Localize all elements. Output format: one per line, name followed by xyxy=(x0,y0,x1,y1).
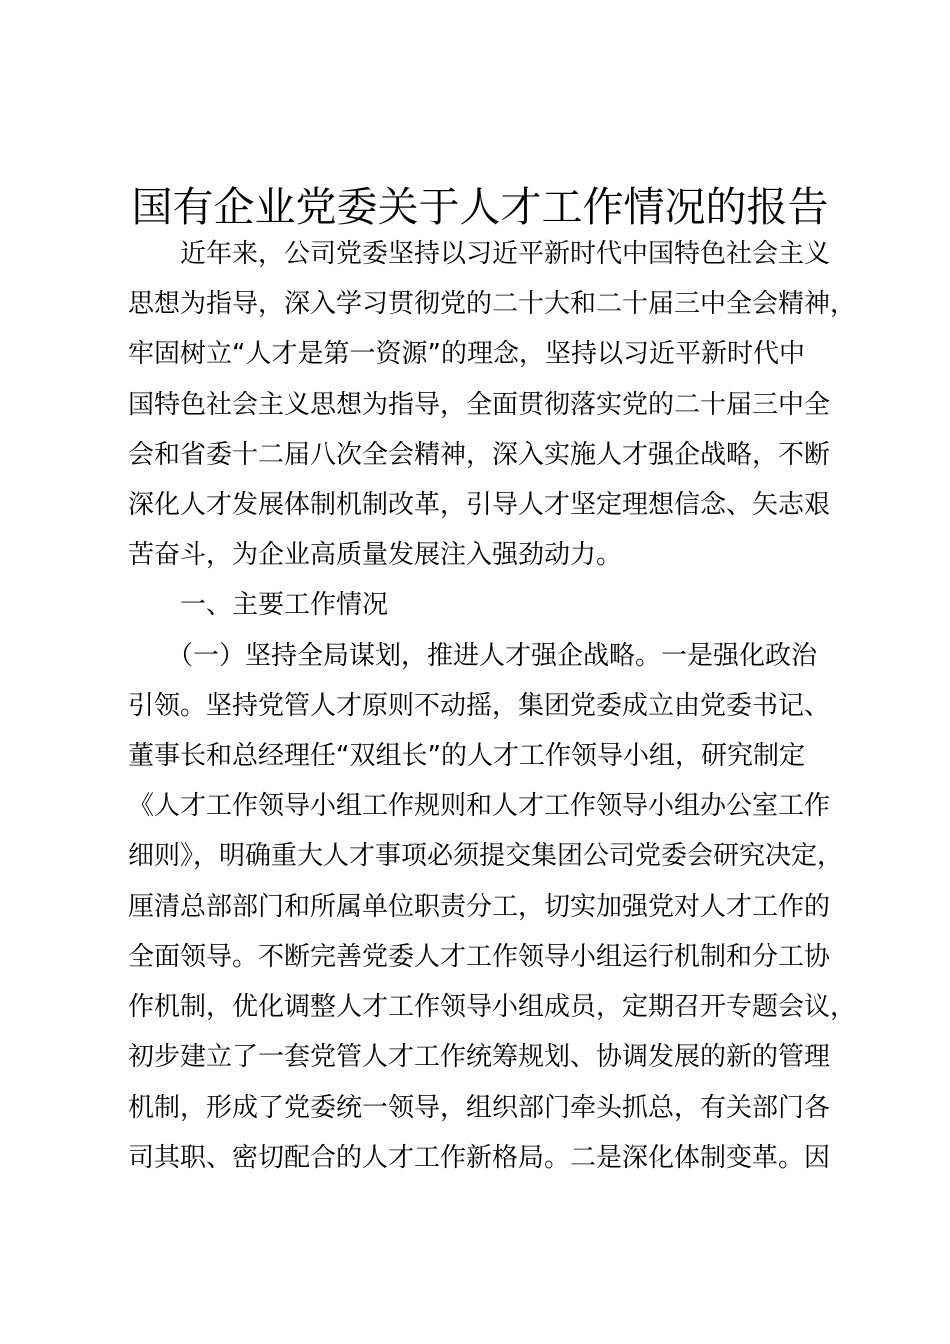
paragraph-line: 牢固树立“人才是第一资源”的理念，坚持以习近平新时代中 xyxy=(128,339,805,369)
paragraph-line: （一）坚持全局谋划，推进人才强企战略。一是强化政治 xyxy=(128,641,818,671)
paragraph-line: 作机制，优化调整人才工作领导小组成员，定期召开专题会议， xyxy=(128,992,857,1022)
paragraph-line: 国特色社会主义思想为指导，全面贯彻落实党的二十届三中全 xyxy=(128,390,831,420)
paragraph-line: 机制，形成了党委统一领导，组织部门牵头抓总，有关部门各 xyxy=(128,1093,831,1123)
document-title: 国有企业党委关于人才工作情况的报告 xyxy=(131,183,829,231)
paragraph-line: 《人才工作领导小组工作规则和人才工作领导小组办公室工作 xyxy=(128,791,831,821)
paragraph-line: 初步建立了一套党管人才工作统筹规划、协调发展的新的管理 xyxy=(128,1042,831,1072)
paragraph-line: 苦奋斗，为企业高质量发展注入强劲动力。 xyxy=(128,540,623,570)
paragraph-line: 引领。坚持党管人才原则不动摇，集团党委成立由党委书记、 xyxy=(128,691,831,721)
paragraph-line: 全面领导。不断完善党委人才工作领导小组运行机制和分工协 xyxy=(128,942,831,972)
paragraph-line: 董事长和总经理任“双组长”的人才工作领导小组，研究制定 xyxy=(128,741,805,771)
paragraph-line: 深化人才发展体制机制改革，引导人才坚定理想信念、矢志艰 xyxy=(128,490,831,520)
paragraph-line: 司其职、密切配合的人才工作新格局。二是深化体制变革。因 xyxy=(128,1143,831,1173)
paragraph-line: 近年来，公司党委坚持以习近平新时代中国特色社会主义 xyxy=(128,239,831,269)
paragraph-line: 厘清总部部门和所属单位职责分工，切实加强党对人才工作的 xyxy=(128,892,831,922)
paragraph-line: 思想为指导，深入学习贯彻党的二十大和二十届三中全会精神， xyxy=(128,289,857,319)
section-heading: 一、主要工作情况 xyxy=(128,590,389,620)
paragraph-line: 会和省委十二届八次全会精神，深入实施人才强企战略，不断 xyxy=(128,440,831,470)
paragraph-line: 细则》，明确重大人才事项必须提交集团公司党委会研究决定， xyxy=(128,841,844,871)
